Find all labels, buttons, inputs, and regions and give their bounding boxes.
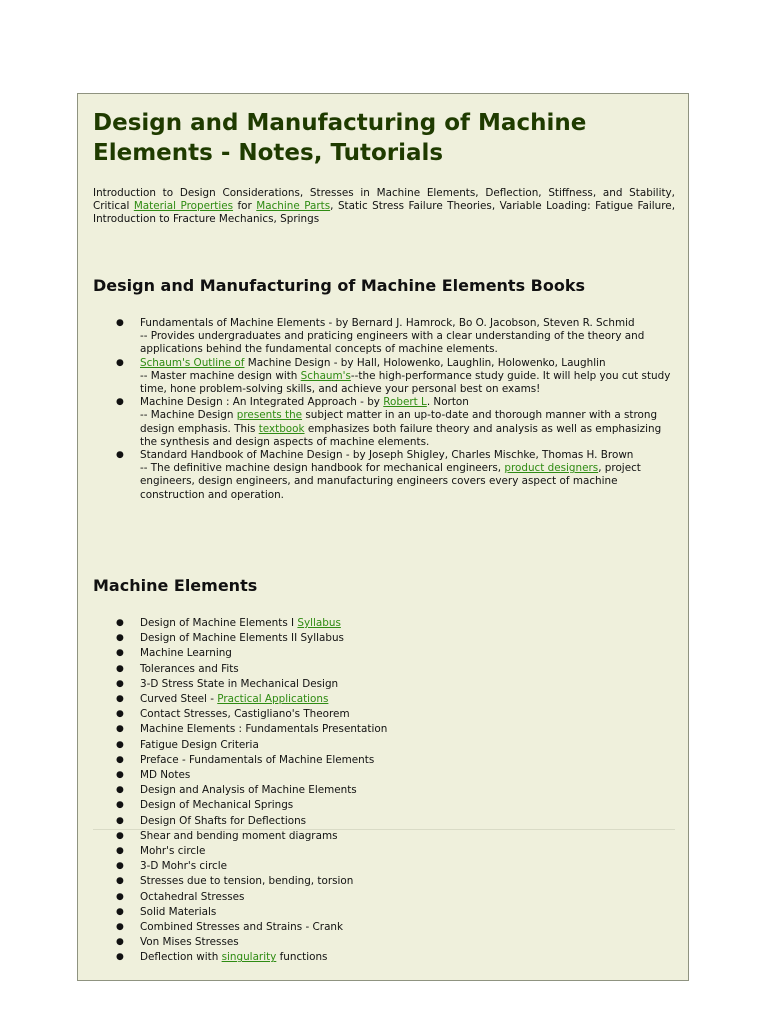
list-item: [78, 890, 690, 905]
machine-parts-link[interactable]: Machine Parts: [256, 200, 331, 212]
list-item-text: Stresses due to tension, bending, torsion: [140, 875, 354, 888]
list-item-text: Fatigue Design Criteria: [140, 738, 259, 751]
intro-text: , Static Stress Failure Theories, Variable Loading: Fatigue Failure, Introduction to Fracture Mechanics, Springs: [93, 200, 675, 225]
list-item-text: Design of Mechanical Springs: [140, 799, 294, 812]
list-item: [78, 646, 690, 661]
list-item: [78, 783, 690, 798]
bullet-icon: ●: [116, 770, 124, 781]
book-title: Machine Design - by Hall, Holowenko, Laughlin, Holowenko, Laughlin: [244, 356, 606, 369]
bullet-icon: ●: [116, 357, 124, 368]
machine-elements-list: [78, 616, 690, 966]
books-list: [78, 317, 690, 502]
robert-l-link[interactable]: Robert L: [383, 396, 427, 409]
bullet-icon: ●: [116, 922, 124, 933]
bullet-icon: ●: [116, 724, 124, 735]
machine-elements-heading: Machine Elements: [93, 576, 258, 595]
book-description: subject matter in an up-to-date and thorough manner with a strong design emphasis. This: [140, 409, 658, 435]
list-item-text: Mohr's circle: [140, 845, 206, 858]
list-item: [78, 677, 690, 692]
list-item-text: Tolerances and Fits: [140, 662, 239, 675]
bullet-icon: ●: [116, 952, 124, 963]
list-item: [78, 798, 690, 813]
bullet-icon: ●: [116, 618, 124, 628]
list-item: [78, 874, 690, 889]
list-item-text: Contact Stresses, Castigliano's Theorem: [140, 708, 350, 721]
list-item: [78, 616, 690, 631]
list-item: [78, 738, 690, 753]
list-item: [78, 829, 690, 844]
bullet-icon: ●: [116, 754, 124, 765]
list-item-link[interactable]: Practical Applications: [217, 693, 329, 706]
content-panel: [77, 93, 689, 981]
book-title: . Norton: [426, 396, 469, 409]
list-item: [78, 662, 690, 677]
list-item-text: functions: [276, 951, 328, 964]
bullet-icon: ●: [116, 937, 124, 948]
list-item-text: MD Notes: [140, 769, 191, 782]
bullet-icon: ●: [116, 694, 124, 705]
list-item: [78, 753, 690, 768]
list-item: [78, 317, 690, 357]
list-item-text: Von Mises Stresses: [140, 936, 239, 949]
list-item: [78, 692, 690, 707]
list-item-text: Design Of Shafts for Deflections: [140, 814, 307, 827]
list-item-text: Design of Machine Elements I: [140, 617, 298, 629]
list-item: [78, 844, 690, 859]
book-description: -- Master machine design with: [140, 369, 301, 382]
list-item: [78, 950, 690, 965]
bullet-icon: ●: [116, 318, 124, 328]
list-item-link[interactable]: singularity: [221, 951, 277, 964]
schaums-link[interactable]: Schaum's: [300, 369, 351, 382]
list-item: [78, 814, 690, 829]
book-title: Standard Handbook of Machine Design - by Joseph Shigley, Charles Mischke, Thomas H. Brown: [140, 449, 634, 462]
list-item-text: Solid Materials: [140, 905, 217, 918]
bullet-icon: ●: [116, 846, 124, 857]
bullet-icon: ●: [116, 815, 124, 826]
list-item: [78, 707, 690, 722]
book-description: emphasizes both failure theory and analysis as well as emphasizing the synthesis and design aspects of machine elements.: [140, 422, 662, 448]
bullet-icon: ●: [116, 397, 124, 408]
list-item: [78, 859, 690, 874]
schaums-outline-link[interactable]: Schaum's Outline of: [140, 356, 245, 369]
bullet-icon: ●: [116, 906, 124, 917]
book-title: Machine Design : An Integrated Approach - by: [140, 396, 384, 409]
bullet-icon: ●: [116, 709, 124, 720]
book-description: -- Machine Design: [140, 409, 237, 422]
list-item-text: Design and Analysis of Machine Elements: [140, 784, 357, 797]
list-item: [78, 722, 690, 737]
product-designers-link[interactable]: product designers: [504, 462, 599, 475]
page-title: Design and Manufacturing of Machine Elements - Notes, Tutorials: [93, 110, 587, 166]
list-item-text: Machine Learning: [140, 647, 232, 660]
list-item: [78, 396, 690, 449]
intro-text: Introduction to Design Considerations, Stresses in Machine Elements, Deflection, Stiffness, and Stability, Critical: [93, 187, 675, 212]
divider: [93, 829, 675, 830]
list-item-text: Machine Elements : Fundamentals Presentation: [140, 723, 388, 736]
books-heading: Design and Manufacturing of Machine Elements Books: [93, 276, 586, 295]
list-item: [78, 768, 690, 783]
book-description: -- The definitive machine design handbook for mechanical engineers,: [140, 462, 505, 475]
list-item-text: 3-D Stress State in Mechanical Design: [140, 677, 339, 690]
list-item-text: Preface - Fundamentals of Machine Elements: [140, 753, 375, 766]
list-item-text: Curved Steel -: [140, 693, 218, 706]
bullet-icon: ●: [116, 891, 124, 902]
bullet-icon: ●: [116, 450, 124, 461]
bullet-icon: ●: [116, 633, 124, 644]
book-title: Fundamentals of Machine Elements - by Bernard J. Hamrock, Bo O. Jacobson, Steven R. Schmid: [140, 317, 635, 329]
textbook-link[interactable]: textbook: [258, 422, 305, 435]
list-item-text: 3-D Mohr's circle: [140, 860, 228, 873]
list-item: [78, 357, 690, 397]
list-item: [78, 449, 690, 502]
bullet-icon: ●: [116, 663, 124, 674]
bullet-icon: ●: [116, 739, 124, 750]
list-item: [78, 905, 690, 920]
bullet-icon: ●: [116, 861, 124, 872]
intro-paragraph: [93, 187, 675, 226]
bullet-icon: ●: [116, 648, 124, 659]
bullet-icon: ●: [116, 830, 124, 841]
list-item: [78, 920, 690, 935]
bullet-icon: ●: [116, 785, 124, 796]
bullet-icon: ●: [116, 876, 124, 887]
list-item-text: Deflection with: [140, 951, 222, 964]
list-item-text: Octahedral Stresses: [140, 890, 245, 903]
list-item: [78, 935, 690, 950]
list-item: [78, 631, 690, 646]
book-description: --the high-performance study guide. It will help you cut study time, hone problem-solving skills, and achieve your personal best on exams!: [140, 369, 671, 396]
list-item-text: Shear and bending moment diagrams: [140, 829, 338, 842]
intro-text: for: [233, 200, 257, 212]
presents-the-link[interactable]: presents the: [236, 409, 303, 422]
book-description: -- Provides undergraduates and praticing engineers with a clear understanding of the theory and applications behind the fundamental concepts of machine elements.: [140, 330, 645, 356]
bullet-icon: ●: [116, 800, 124, 811]
list-item-text: Design of Machine Elements II Syllabus: [140, 632, 344, 645]
list-item-link[interactable]: Syllabus: [297, 617, 341, 629]
list-item-text: Combined Stresses and Strains - Crank: [140, 921, 344, 934]
material-properties-link[interactable]: Material Properties: [133, 200, 234, 212]
bullet-icon: ●: [116, 678, 124, 689]
book-description: , project engineers, design engineers, and manufacturing engineers covers every aspect of machine construction and operation.: [140, 462, 641, 501]
